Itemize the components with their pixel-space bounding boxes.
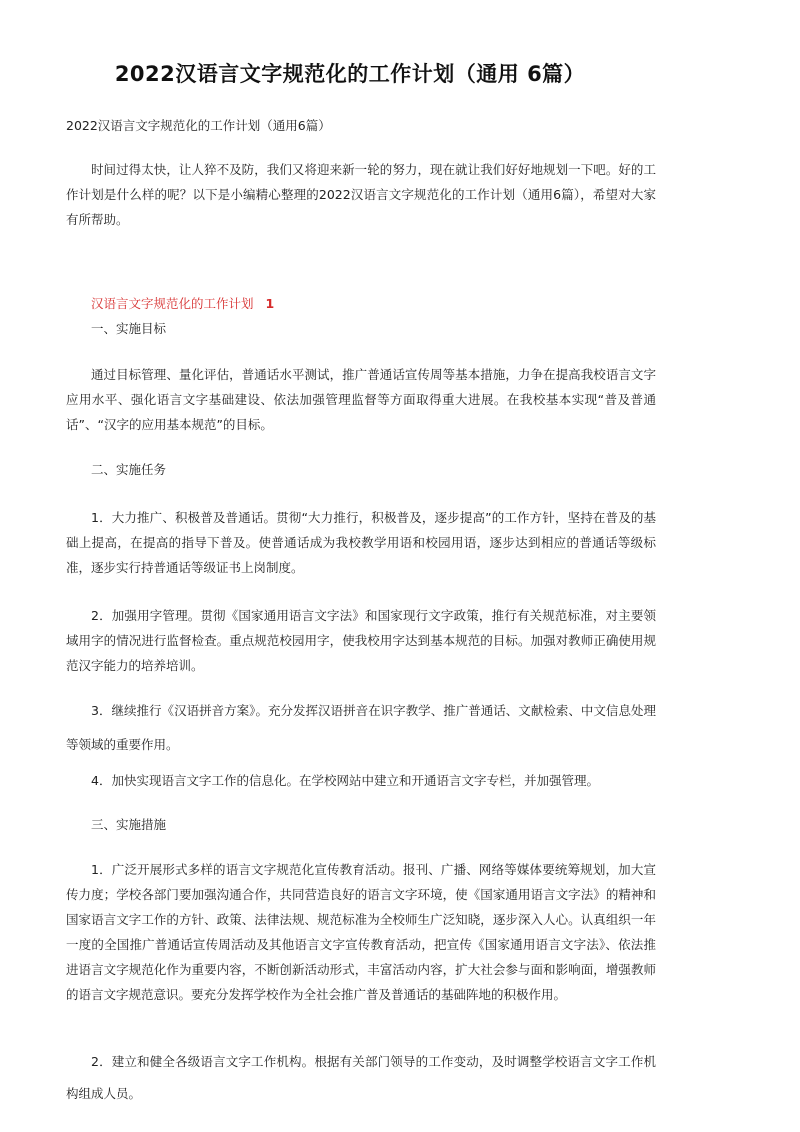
document-title: 2022汉语言文字规范化的工作计划（通用 6篇） <box>114 62 586 86</box>
plan-heading-text: 汉语言文字规范化的工作计划 <box>91 296 254 311</box>
intro-paragraph: 时间过得太快，让人猝不及防，我们又将迎来新一轮的努力，现在就让我们好好地规划一下吧。好的工作计划是什么样的呢？以下是小编精心整理的2022汉语言文字规范化的工作计划（通用6篇），希望对大家有所帮助。 <box>66 162 656 227</box>
task-paragraph-3: 3．继续推行《汉语拼音方案》。充分发挥汉语拼音在识字教学、推广普通话、文献检索、中文信息处理等领域的重要作用。 <box>66 703 656 752</box>
section-heading-measures: 三、实施措施 <box>91 817 167 832</box>
section-heading-tasks: 二、实施任务 <box>91 462 167 477</box>
measure-paragraph-2: 2．建立和健全各级语言文字工作机构。根据有关部门领导的工作变动，及时调整学校语言文字工作机构组成人员。 <box>66 1054 656 1101</box>
plan-heading-number: 1 <box>265 296 275 311</box>
section-heading-goals: 一、实施目标 <box>91 321 167 336</box>
goals-paragraph: 通过目标管理、量化评估，普通话水平测试，推广普通话宣传周等基本措施，力争在提高我校语言文字应用水平、强化语言文字基础建设、依法加强管理监督等方面取得重大进展。在我校基本实现“普及普通话”、“汉字的应用基本规范”的目标。 <box>66 367 656 432</box>
task-paragraph-4: 4．加快实现语言文字工作的信息化。在学校网站中建立和开通语言文字专栏，并加强管理。 <box>91 773 599 788</box>
task-paragraph-2: 2．加强用字管理。贯彻《国家通用语言文字法》和国家现行文字政策，推行有关规范标准，对主要领域用字的情况进行监督检查。重点规范校园用字，使我校用字达到基本规范的目标。加强对教师正确使用规范汉字能力的培养培训。 <box>66 608 656 673</box>
plan-heading <box>91 294 274 312</box>
task-paragraph-1: 1．大力推广、积极普及普通话。贯彻“大力推行，积极普及，逐步提高”的工作方针，坚持在普及的基础上提高，在提高的指导下普及。使普通话成为我校教学用语和校园用语，逐步达到相应的普通话等级标准，逐步实行持普通话等级证书上岗制度。 <box>66 510 656 575</box>
measure-paragraph-1: 1．广泛开展形式多样的语言文字规范化宣传教育活动。报刊、广播、网络等媒体要统筹规划，加大宣传力度；学校各部门要加强沟通合作，共同营造良好的语言文字环境，使《国家通用语言文字法》的精神和国家语言文字工作的方针、政策、法律法规、规范标准为全校师生广泛知晓，逐步深入人心。认真组织一年一度的全国推广普通话宣传周活动及其他语言文字宣传教育活动，把宣传《国家通用语言文字法》、依法推进语言文字规范化作为重要内容，不断创新活动形式，丰富活动内容，扩大社会参与面和影响面，增强教师的语言文字规范意识。要充分发挥学校作为全社会推广普及普通话的基础阵地的积极作用。 <box>66 862 656 1002</box>
document-subtitle: 2022汉语言文字规范化的工作计划（通用6篇） <box>66 118 331 133</box>
